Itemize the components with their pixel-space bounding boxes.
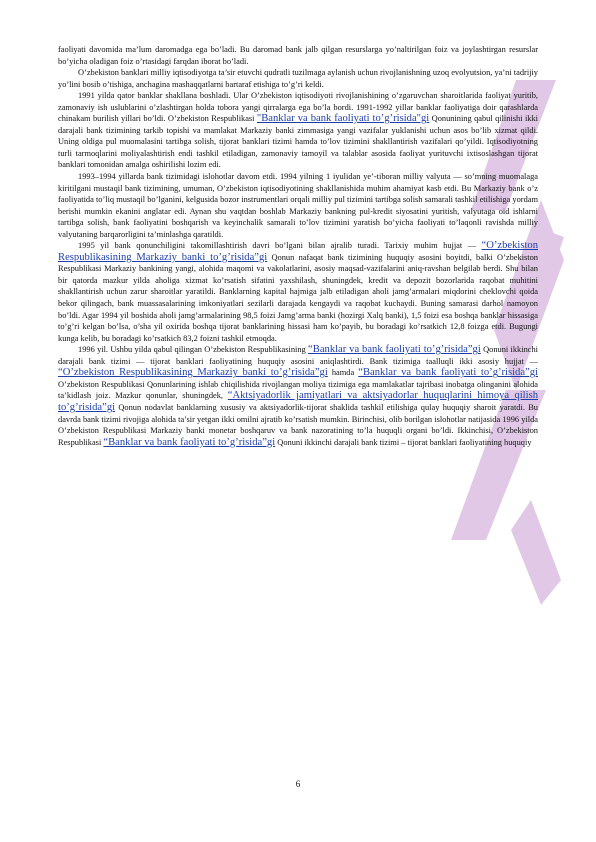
- paragraph-text: Qonuni ikkinchi darajali bank tizimi — tijorat banklari faoliyatining huquqiy asosini aniqlashtirdi. Bank tizimiga taalluqli ikki asosiy hujjat —: [58, 345, 538, 366]
- law-reference-link[interactable]: "Banklar va bank faoliyati to’g’risida"gi: [256, 113, 430, 125]
- paragraph: [58, 67, 538, 90]
- paragraph-text: O’zbekiston banklari milliy iqtisodiyotga ta’sir etuvchi qudratli tuzilmaga aylanish uchun rivojlanishning uzoq evolyutsion, ya’ni tadrijiy yo’lini bosib o’tishiga, anchagina mashaqqatlarni bartaraf etishiga to’g’ri keldi.: [58, 68, 538, 89]
- paragraph-text: Qonun nafaqat bank tizimining huquqiy asosini boyitdi, balki O’zbekiston Respublikasi Markaziy bankining yangi, alohida maqomi va vakolatlarini, asosiy maqsad-vazifalarini aniq-ravshan belgilab berdi. Shu bilan bir qatorda mazkur yilda aholiga xizmat ko’rsatish sifatini yaxshilash, shuningdek, kredit va depozit bozorlarida raqobat muhitini shakllantirish uchun zarur sharoitlar yaratildi. Banklarning kapital hajmiga jalb etiladigan aholi jamg’armalari miqdorini cheklovchi qoida bekor qilingach, bank muassasalarining imkoniyatlari sezilarli darajada kengaydi va raqobat kuchaydi. Buning samarasi darhol namoyon bo’ldi. Agar 1994 yil boshida aholi jamg’armalarining 98,5 foizi Jamg’arma banki (hozirgi Xalq banki), 1,5 foizi esa boshqa banklar hissasiga to’g’ri kelgan bo’lsa, o’sha yil oxirida boshqa tijorat banklarining hissasi ham ko’payib, bu boradagi ko’rsatkich 12,8 foizga etdi. Bugungi kunga kelib, bu boradagi ko’rsatkich 83,2 foizni tashkil etmoqda.: [58, 252, 538, 343]
- paragraph-text: 1991 yilda qator banklar shakllana boshladi. Ular O’zbekiston iqtisodiyoti rivojlanishining o’zgaruvchan sharoitlarida faoliyat yuritib, zamonaviy ish uslublarini o’zlashtirgan holda tobora yangi qirralarga ega bo’la bordi. 1991-1992 yillar banklar faoliyatiga doir qarashlarda chinakam burilish yillari bo’ldi. O’zbekiston Respublikasi: [58, 91, 538, 124]
- law-reference-link[interactable]: “Banklar va bank faoliyati to’g’risida”gi: [103, 436, 276, 448]
- paragraph-text: O’zbekiston Respublikasi Qonunlarining ishlab chiqilishida rivojlangan moliya tizimiga ega mamlakatlar tajribasi inobatga olinganini alohida ta’kidlash joiz. Mazkur qonunlar, shuningdek,: [58, 379, 538, 401]
- law-reference-link[interactable]: “O’zbekiston Respublikasining Markaziy banki to’g’risida”gi: [58, 367, 328, 379]
- document-body: [58, 44, 538, 448]
- paragraph-text: Qonuni ikkinchi darajali bank tizimi – tijorat banklari faoliyatining huquqiy: [275, 437, 532, 447]
- page-number: 6: [295, 779, 301, 789]
- paragraph-text: Qonun nodavlat banklarning xususiy va aktsiyadorlik-tijorat shaklida tashkil etilishiga qulay huquqiy sharoit yaratdi. Bu davrda bank tizimi rivojiga alohida ta’sir yetgan ikki omilni ajratib ko’rsatish mumkin. Birinchisi, olib borilgan islohotlar natijasida 1996 yilda O’zbekiston Respublikasi Markaziy banki monetar boshqaruv va bank nazoratining to’la huquqli organi bo’ldi. Ikkinchisi, O’zbekiston Respublikasi: [58, 402, 538, 447]
- law-reference-link[interactable]: “Aktsiyadorlik jamiyatlari va aktsiyadorlar huquqlarini himoya qilish to’g’risida”gi: [58, 390, 538, 413]
- law-reference-link[interactable]: “O’zbekiston Respublikasining Markaziy banki to’g’risida”gi: [58, 240, 538, 263]
- paragraph-text: faoliyati davomida ma’lum daromadga ega bo’ladi. Bu daromad bank jalb qilgan resurslarga yo’naltirilgan foiz va joylashtirgan resurslar bo’yicha oladigan foiz o’rtasidagi farqdan iborat bo’ladi.: [58, 45, 538, 66]
- paragraph: [58, 344, 538, 448]
- paragraph-text: 1995 yil bank qonunchiligini takomillashtirish davri bo’lgani bilan ajralib turadi. Tarixiy muhim hujjat —: [78, 241, 482, 251]
- paragraph-text: Qonunining qabul qilinishi ikki darajali bank tizimining tarkib topishi va mamlakat Markaziy banki zimmasiga yangi vazifalar yuklanishi uchun asos bo’lib xizmat qildi. Uning oldiga pul muomalasini tartibga solish, tijorat banklari tizimi hamda to’lov tizimini shakllantirish vazifalari qo’yildi. Iqtisodiyotning turli tarmoqlarini moliyalashtirish endi tashkil etiladigan, zamonaviy tamoyil va talablar asosida faoliyat yurituvchi ixtisoslashgan tijorat banklari tomonidan amalga oshirilishi lozim edi.: [58, 114, 538, 170]
- law-reference-link[interactable]: “Banklar va bank faoliyati to’g’risida”gi: [358, 367, 538, 379]
- paragraph: [58, 171, 538, 240]
- paragraph: [58, 240, 538, 344]
- law-reference-link[interactable]: “Banklar va bank faoliyati to’g’risida”gi: [308, 344, 481, 356]
- paragraph: [58, 44, 538, 67]
- paragraph-text: 1993–1994 yillarda bank tizimidagi islohotlar davom etdi. 1994 yilning 1 iyulidan ye’-tiboran milliy valyuta — so’mning muomalaga kiritilgani mustaqil bank tizimining, umuman, O’zbekiston iqtisodiyotining shakllanishida muhim ahamiyat kasb etdi. Bu Markaziy bank o’z faoliyatida to’liq mustaqil bo’lganini, kelgusida bozor instrumentlari orqali milliy pul tizimini tartibga solish samarali tashkil etilishiga yordam berishi mumkin ekanini anglatar edi. Aynan shu vaqtdan boshlab Markaziy bankning pul-kredit siyosatini yuritish, valyutaga oid ishlarni tartibga solish, bank faoliyatini boshqarish va keyinchalik samarali to’lov tizimini yaratish bo’yicha faoliyati to’laqonli ravishda milliy valyutaning barqarorligini ta’minlashga qaratildi.: [58, 172, 538, 239]
- paragraph-text: 1996 yil. Ushbu yilda qabul qilingan O’zbekiston Respublikasining: [78, 345, 309, 355]
- paragraph-text: hamda: [327, 368, 359, 378]
- paragraph: [58, 90, 538, 171]
